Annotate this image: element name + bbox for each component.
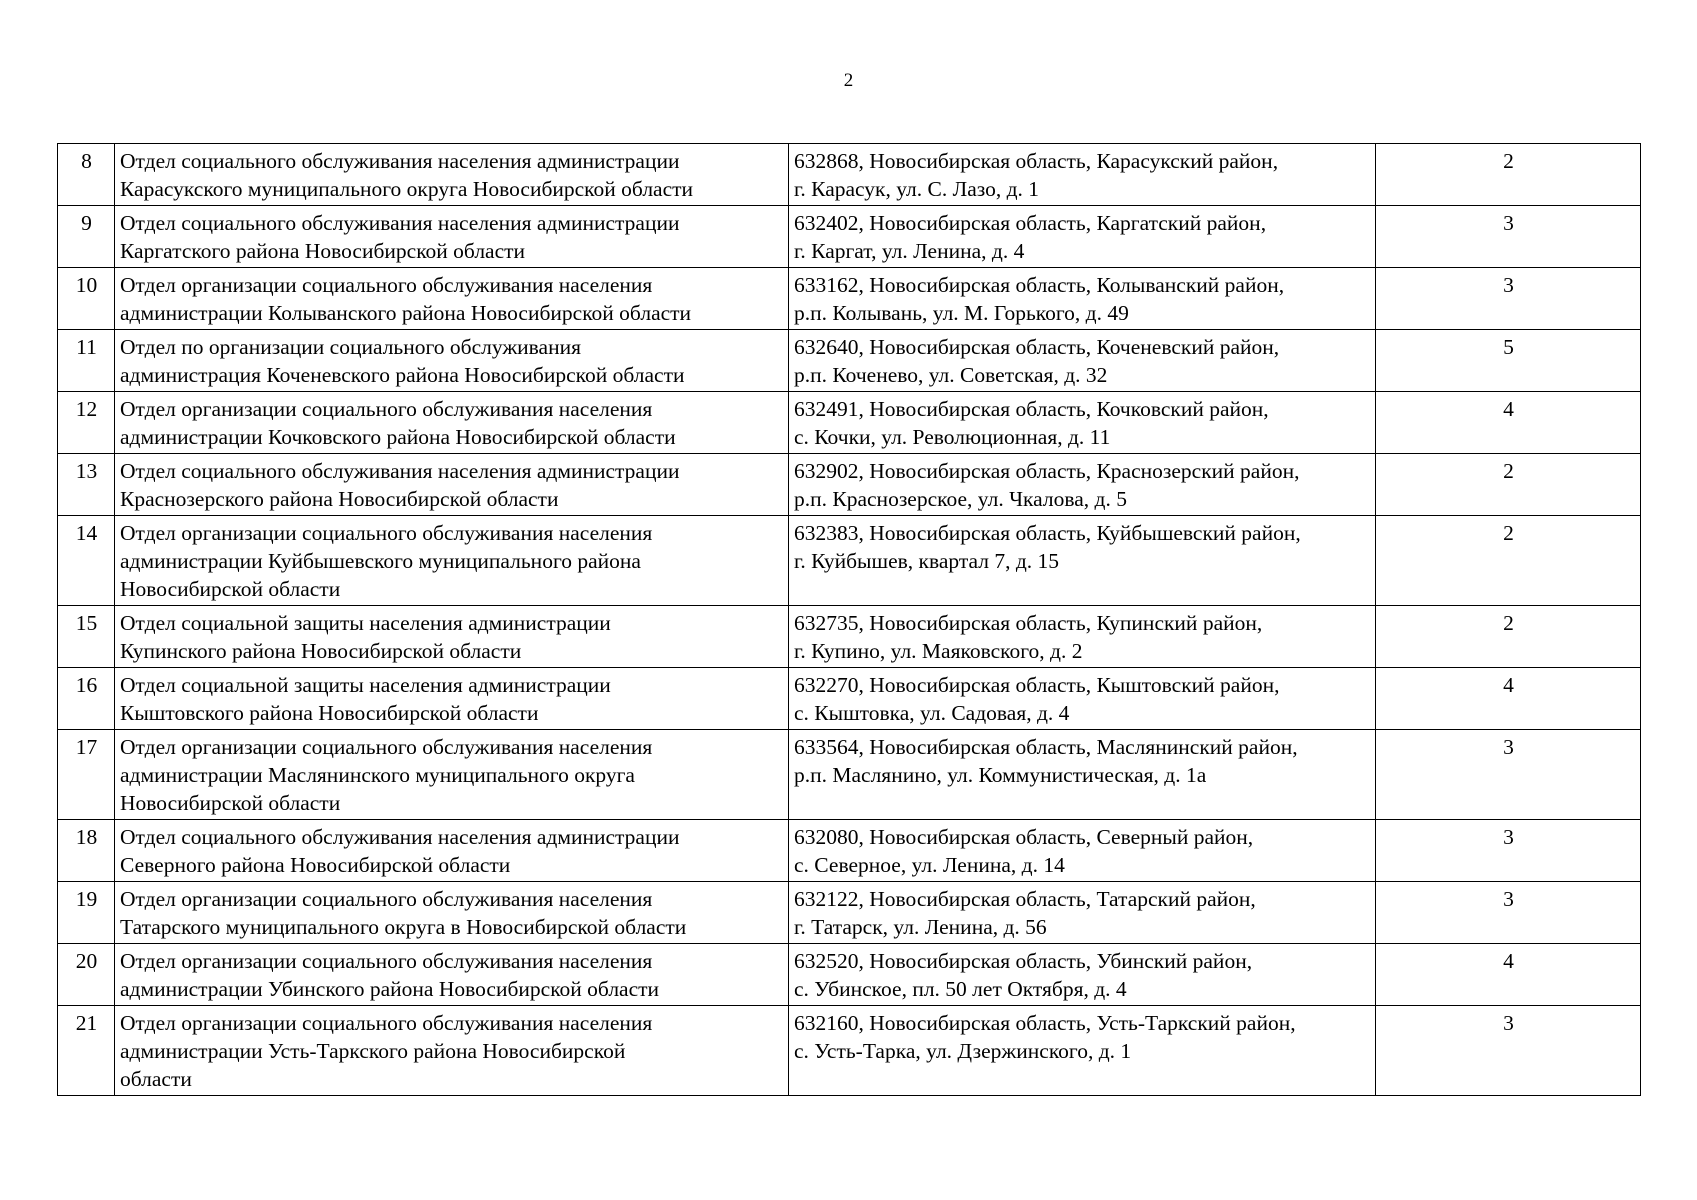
organization-name-cell xyxy=(115,1006,789,1096)
address-cell xyxy=(789,454,1376,516)
address-cell xyxy=(789,206,1376,268)
address-line: 632160, Новосибирская область, Усть-Таркский район, xyxy=(794,1011,1296,1035)
count-cell: 2 xyxy=(1376,606,1641,668)
address-line: р.п. Коченево, ул. Советская, д. 32 xyxy=(794,363,1108,387)
organization-name-line: Каргатского района Новосибирской области xyxy=(120,239,526,263)
address-line: с. Убинское, пл. 50 лет Октября, д. 4 xyxy=(794,977,1127,1001)
organization-name-line: Кыштовского района Новосибирской области xyxy=(120,701,539,725)
row-number-cell: 17 xyxy=(58,730,115,820)
organization-name-line: Купинского района Новосибирской области xyxy=(120,639,522,663)
organization-name-line: Отдел организации социального обслуживания населения xyxy=(120,949,653,973)
organization-name-line: Отдел организации социального обслуживания населения xyxy=(120,521,653,545)
organization-name-line: Отдел организации социального обслуживания населения xyxy=(120,397,653,421)
organization-name-cell xyxy=(115,144,789,206)
count-cell: 3 xyxy=(1376,268,1641,330)
address-line: р.п. Колывань, ул. М. Горького, д. 49 xyxy=(794,301,1129,325)
count-cell: 2 xyxy=(1376,144,1641,206)
organization-name-line: Краснозерского района Новосибирской области xyxy=(120,487,559,511)
organization-name-line: Отдел по организации социального обслуживания xyxy=(120,335,581,359)
organization-name-line: Новосибирской области xyxy=(120,577,341,601)
page-number: 2 xyxy=(843,70,854,91)
address-line: с. Усть-Тарка, ул. Дзержинского, д. 1 xyxy=(794,1039,1132,1063)
organization-name-cell xyxy=(115,882,789,944)
count-cell: 4 xyxy=(1376,392,1641,454)
organization-name-line: Новосибирской области xyxy=(120,791,341,815)
address-cell xyxy=(789,392,1376,454)
count-cell: 3 xyxy=(1376,730,1641,820)
table-row xyxy=(58,820,1641,882)
organization-name-line: Отдел социальной защиты населения администрации xyxy=(120,673,611,697)
address-line: 632383, Новосибирская область, Куйбышевский район, xyxy=(794,521,1301,545)
row-number-cell: 10 xyxy=(58,268,115,330)
table-row xyxy=(58,668,1641,730)
row-number-cell: 15 xyxy=(58,606,115,668)
row-number-cell: 14 xyxy=(58,516,115,606)
address-line: 632902, Новосибирская область, Краснозерский район, xyxy=(794,459,1300,483)
organizations-table xyxy=(57,143,1641,1096)
table-row xyxy=(58,454,1641,516)
count-cell: 3 xyxy=(1376,820,1641,882)
table-row xyxy=(58,330,1641,392)
organization-name-cell xyxy=(115,668,789,730)
address-line: 632491, Новосибирская область, Кочковский район, xyxy=(794,397,1269,421)
address-line: 632402, Новосибирская область, Каргатский район, xyxy=(794,211,1267,235)
address-line: р.п. Краснозерское, ул. Чкалова, д. 5 xyxy=(794,487,1127,511)
row-number-cell: 21 xyxy=(58,1006,115,1096)
organization-name-line: администрации Усть-Таркского района Новосибирской xyxy=(120,1039,626,1063)
table-row xyxy=(58,268,1641,330)
count-cell: 2 xyxy=(1376,516,1641,606)
row-number-cell: 19 xyxy=(58,882,115,944)
organization-name-line: Отдел социального обслуживания населения администрации xyxy=(120,149,680,173)
organization-name-cell xyxy=(115,454,789,516)
organization-name-cell xyxy=(115,516,789,606)
row-number-cell: 16 xyxy=(58,668,115,730)
row-number-cell: 11 xyxy=(58,330,115,392)
count-cell: 3 xyxy=(1376,882,1641,944)
address-cell xyxy=(789,668,1376,730)
table-row xyxy=(58,392,1641,454)
address-cell xyxy=(789,516,1376,606)
address-line: 632640, Новосибирская область, Коченевский район, xyxy=(794,335,1280,359)
organization-name-cell xyxy=(115,206,789,268)
row-number-cell: 18 xyxy=(58,820,115,882)
organization-name-cell xyxy=(115,330,789,392)
organization-name-line: Отдел социальной защиты населения администрации xyxy=(120,611,611,635)
table-row xyxy=(58,944,1641,1006)
row-number-cell: 13 xyxy=(58,454,115,516)
organization-name-line: Северного района Новосибирской области xyxy=(120,853,511,877)
organization-name-line: Отдел социального обслуживания населения администрации xyxy=(120,211,680,235)
address-line: 633162, Новосибирская область, Колыванский район, xyxy=(794,273,1285,297)
organization-name-line: области xyxy=(120,1067,192,1091)
address-line: 632122, Новосибирская область, Татарский район, xyxy=(794,887,1256,911)
address-cell xyxy=(789,606,1376,668)
address-line: г. Каргат, ул. Ленина, д. 4 xyxy=(794,239,1025,263)
organization-name-cell xyxy=(115,268,789,330)
organization-name-line: администрации Куйбышевского муниципального района xyxy=(120,549,641,573)
address-line: р.п. Маслянино, ул. Коммунистическая, д. 1а xyxy=(794,763,1207,787)
address-cell xyxy=(789,1006,1376,1096)
address-line: 632868, Новосибирская область, Карасукский район, xyxy=(794,149,1279,173)
table-row xyxy=(58,882,1641,944)
table-row xyxy=(58,206,1641,268)
table-row xyxy=(58,516,1641,606)
address-cell xyxy=(789,268,1376,330)
row-number-cell: 9 xyxy=(58,206,115,268)
organization-name-line: Отдел организации социального обслуживания населения xyxy=(120,273,653,297)
address-cell xyxy=(789,730,1376,820)
table-row xyxy=(58,144,1641,206)
count-cell: 3 xyxy=(1376,206,1641,268)
table-row xyxy=(58,606,1641,668)
address-line: 633564, Новосибирская область, Маслянинский район, xyxy=(794,735,1298,759)
organization-name-line: Отдел социального обслуживания населения администрации xyxy=(120,825,680,849)
organization-name-cell xyxy=(115,944,789,1006)
organization-name-line: администрации Кочковского района Новосибирской области xyxy=(120,425,676,449)
address-line: 632270, Новосибирская область, Кыштовский район, xyxy=(794,673,1280,697)
organization-name-cell xyxy=(115,392,789,454)
organization-name-line: Отдел организации социального обслуживания населения xyxy=(120,1011,653,1035)
address-line: г. Купино, ул. Маяковского, д. 2 xyxy=(794,639,1083,663)
address-cell xyxy=(789,944,1376,1006)
organization-name-line: Отдел организации социального обслуживания населения xyxy=(120,735,653,759)
organization-name-line: Отдел организации социального обслуживания населения xyxy=(120,887,653,911)
address-line: 632735, Новосибирская область, Купинский район, xyxy=(794,611,1263,635)
address-line: г. Карасук, ул. С. Лазо, д. 1 xyxy=(794,177,1040,201)
address-cell xyxy=(789,144,1376,206)
organization-name-line: Татарского муниципального округа в Новосибирской области xyxy=(120,915,687,939)
address-line: с. Кочки, ул. Революционная, д. 11 xyxy=(794,425,1111,449)
organization-name-line: администрации Маслянинского муниципального округа xyxy=(120,763,635,787)
table-row xyxy=(58,730,1641,820)
row-number-cell: 20 xyxy=(58,944,115,1006)
organization-name-cell xyxy=(115,730,789,820)
address-line: г. Татарск, ул. Ленина, д. 56 xyxy=(794,915,1047,939)
count-cell: 3 xyxy=(1376,1006,1641,1096)
address-line: г. Куйбышев, квартал 7, д. 15 xyxy=(794,549,1060,573)
address-line: с. Северное, ул. Ленина, д. 14 xyxy=(794,853,1065,877)
organization-name-line: Карасукского муниципального округа Новосибирской области xyxy=(120,177,694,201)
address-cell xyxy=(789,882,1376,944)
row-number-cell: 12 xyxy=(58,392,115,454)
address-cell xyxy=(789,820,1376,882)
address-line: 632080, Новосибирская область, Северный район, xyxy=(794,825,1254,849)
address-line: с. Кыштовка, ул. Садовая, д. 4 xyxy=(794,701,1070,725)
table-row xyxy=(58,1006,1641,1096)
organization-name-line: Отдел социального обслуживания населения администрации xyxy=(120,459,680,483)
row-number-cell: 8 xyxy=(58,144,115,206)
address-line: 632520, Новосибирская область, Убинский район, xyxy=(794,949,1253,973)
organization-name-line: администрации Колыванского района Новосибирской области xyxy=(120,301,692,325)
count-cell: 4 xyxy=(1376,668,1641,730)
organization-name-line: администрации Убинского района Новосибирской области xyxy=(120,977,660,1001)
count-cell: 5 xyxy=(1376,330,1641,392)
count-cell: 4 xyxy=(1376,944,1641,1006)
table-body xyxy=(58,144,1641,1096)
count-cell: 2 xyxy=(1376,454,1641,516)
address-cell xyxy=(789,330,1376,392)
organization-name-cell xyxy=(115,820,789,882)
organization-name-line: администрация Коченевского района Новосибирской области xyxy=(120,363,685,387)
organization-name-cell xyxy=(115,606,789,668)
